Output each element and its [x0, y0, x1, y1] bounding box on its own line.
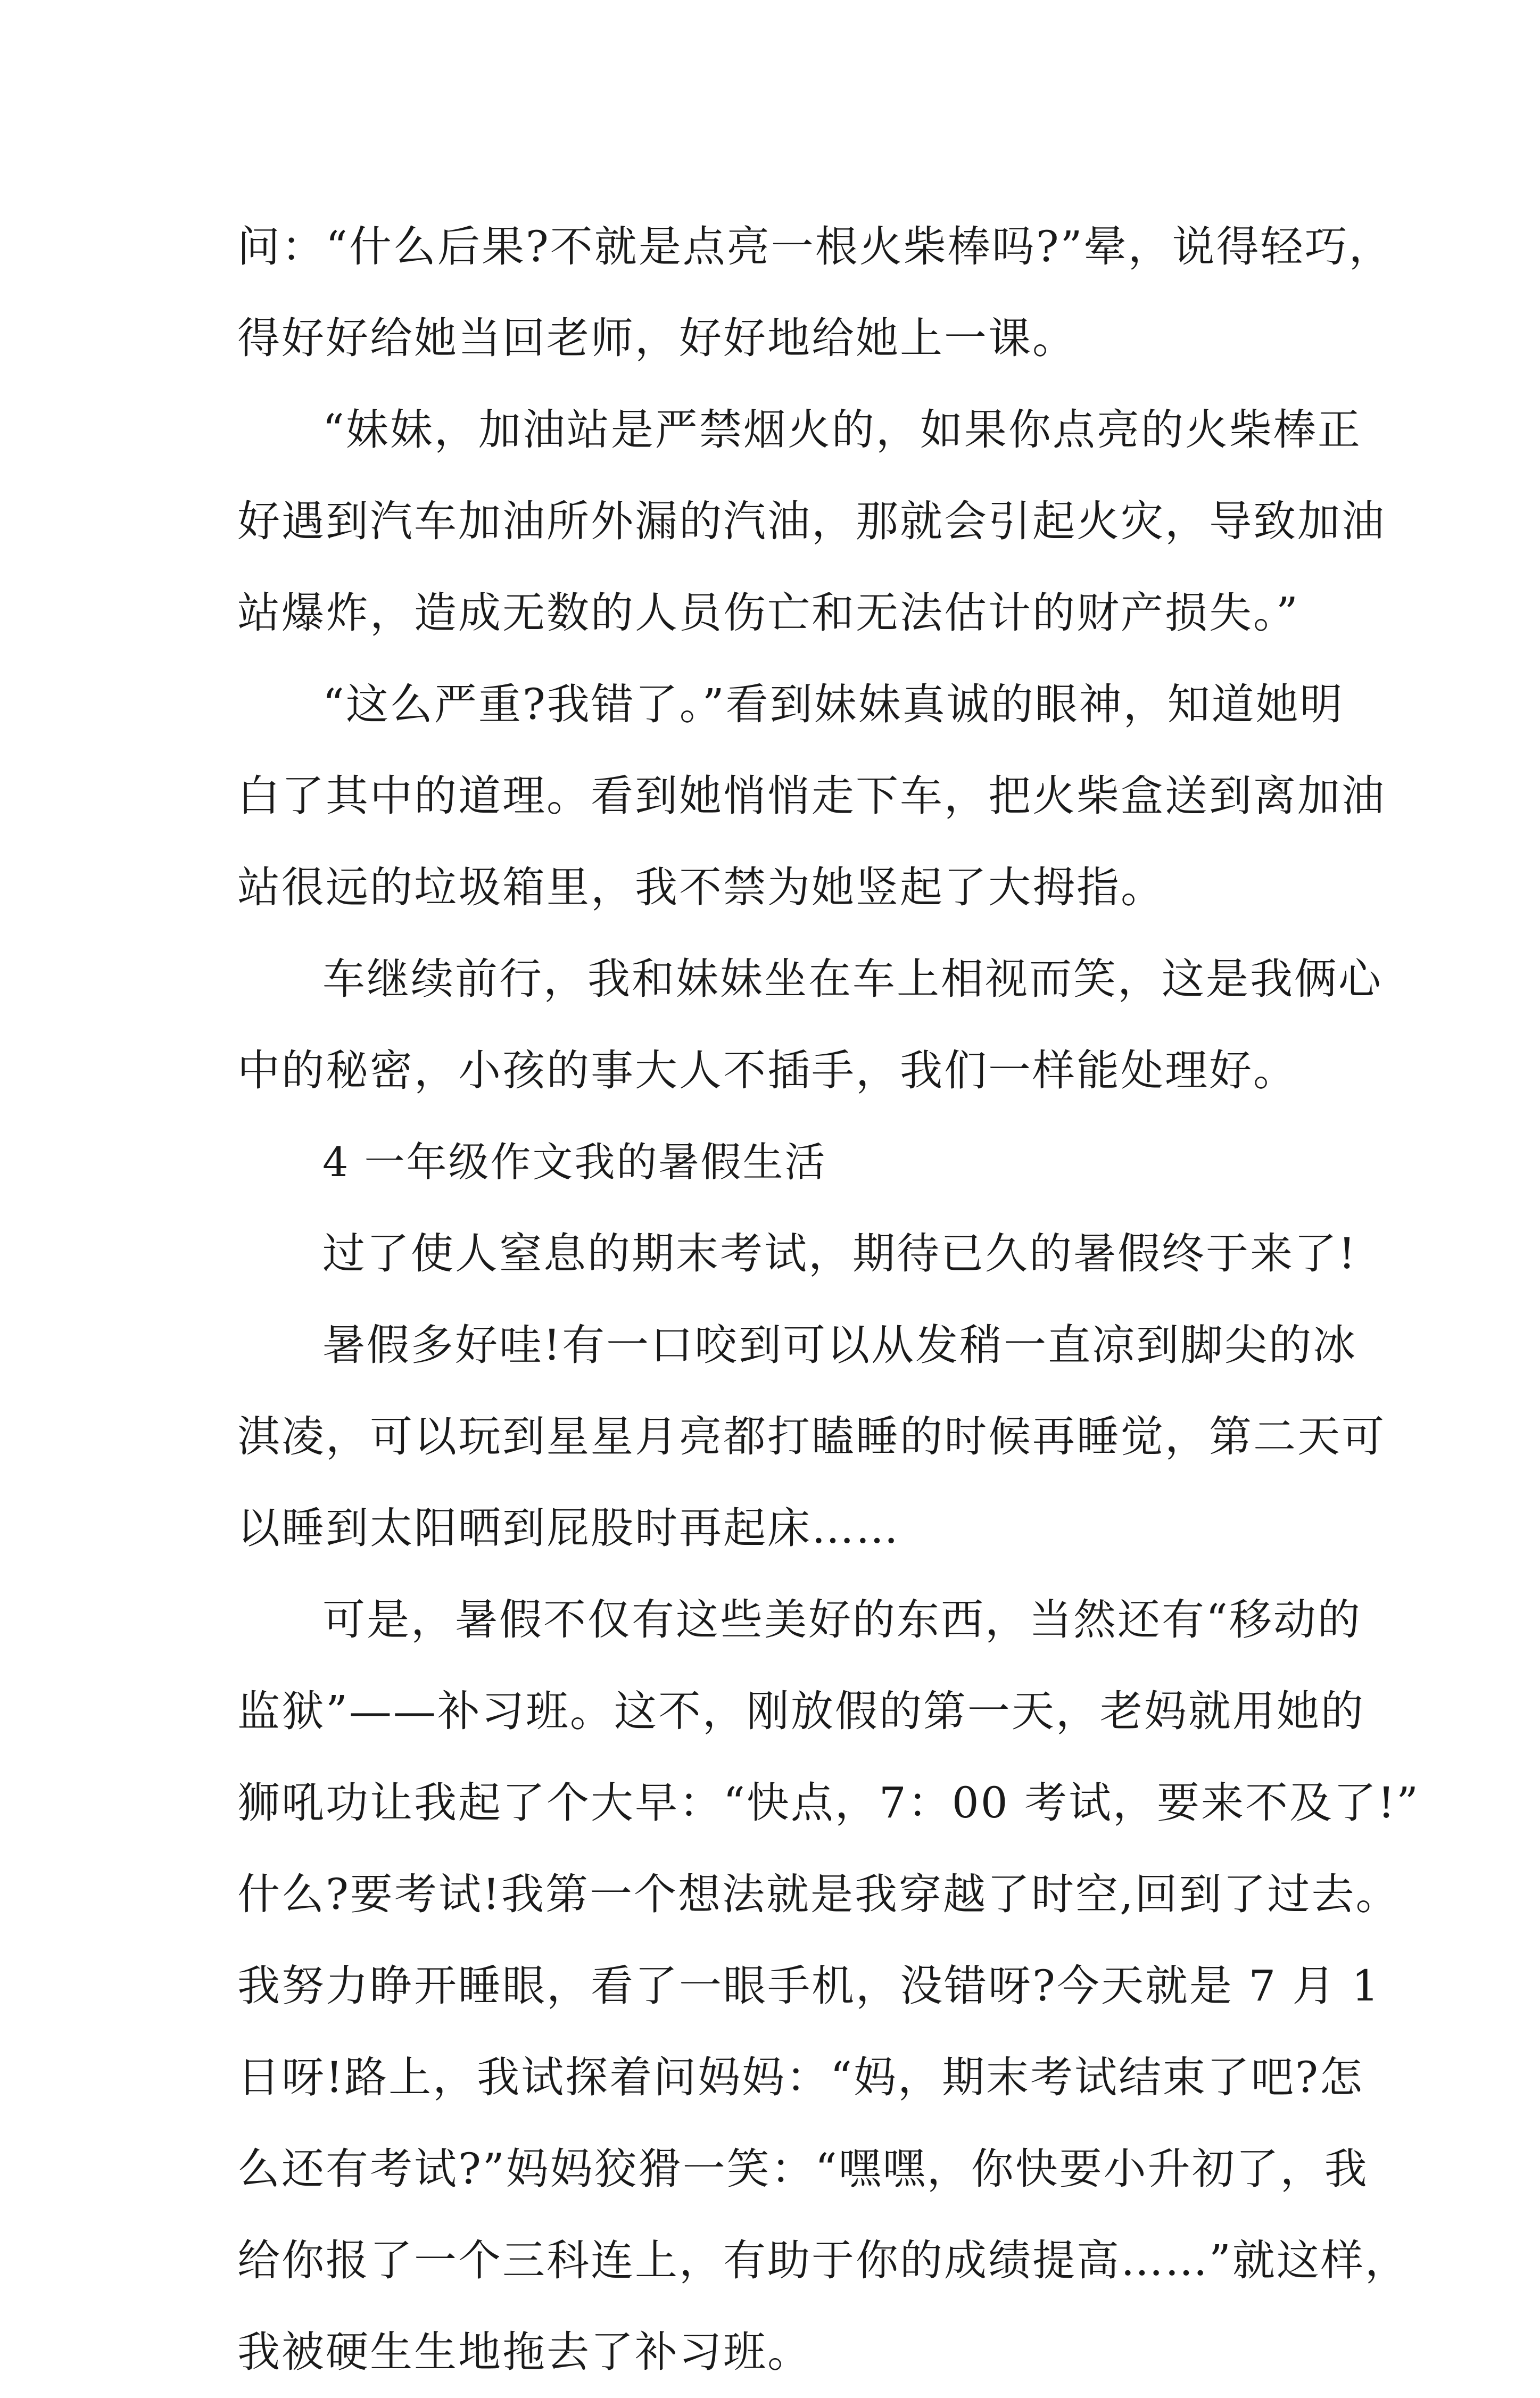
- text-line: 我被硬生生地拖去了补习班。: [237, 2327, 812, 2377]
- paragraph-start: “妹妹，加油站是严禁烟火的，如果你点亮的火柴棒正: [322, 405, 1362, 454]
- body-text: [237, 201, 1420, 2398]
- paragraph-start: 暑假多好哇!有一口咬到可以从发稍一直凉到脚尖的冰: [322, 1320, 1357, 1370]
- paragraph-start: 可是，暑假不仅有这些美好的东西，当然还有“移动的: [322, 1595, 1362, 1644]
- text-line: 日呀!路上，我试探着问妈妈：“妈，期末考试结束了吧?怎: [237, 2053, 1364, 2102]
- paragraph-start: 车继续前行，我和妹妹坐在车上相视而笑，这是我俩心: [322, 954, 1382, 1004]
- paragraph-start: “这么严重?我错了。”看到妹妹真诚的眼神，知道她明: [322, 680, 1344, 729]
- text-line: 淇凌，可以玩到星星月亮都打瞌睡的时候再睡觉，第二天可: [237, 1412, 1386, 1461]
- text-line: 监狱”——补习班。这不，刚放假的第一天，老妈就用她的: [237, 1686, 1365, 1736]
- text-line: 站爆炸，造成无数的人员伤亡和无法估计的财产损失。”: [237, 588, 1299, 638]
- text-line: 问：“什么后果?不就是点亮一根火柴棒吗?”晕，说得轻巧，: [237, 222, 1393, 271]
- text-line: 站很远的垃圾箱里，我不禁为她竖起了大拇指。: [237, 863, 1165, 912]
- text-line: 什么?要考试!我第一个想法就是我穿越了时空,回到了过去。: [237, 1870, 1400, 1919]
- text-line: 得好好给她当回老师，好好地给她上一课。: [237, 313, 1077, 363]
- section-heading: 4 一年级作文我的暑假生活: [322, 1138, 827, 1186]
- text-line: 我努力睁开睡眼，看了一眼手机，没错呀?今天就是 7 月 1: [237, 1961, 1380, 2011]
- text-line: 给你报了一个三科连上，有助于你的成绩提高……”就这样，: [237, 2236, 1409, 2285]
- text-line: 以睡到太阳晒到屁股时再起床……: [237, 1503, 900, 1553]
- paragraph-start: 过了使人窒息的期末考试，期待已久的暑假终于来了!: [322, 1229, 1357, 1278]
- text-line: 中的秘密，小孩的事大人不插手，我们一样能处理好。: [237, 1046, 1297, 1095]
- text-line: 狮吼功让我起了个大早：“快点，7：00 考试，要来不及了!”: [237, 1778, 1420, 1828]
- text-line: 么还有考试?”妈妈狡猾一笑：“嘿嘿，你快要小升初了，我: [237, 2144, 1369, 2194]
- text-line: 好遇到汽车加油所外漏的汽油，那就会引起火灾，导致加油: [237, 497, 1386, 546]
- text-line: 白了其中的道理。看到她悄悄走下车，把火柴盒送到离加油: [237, 771, 1386, 821]
